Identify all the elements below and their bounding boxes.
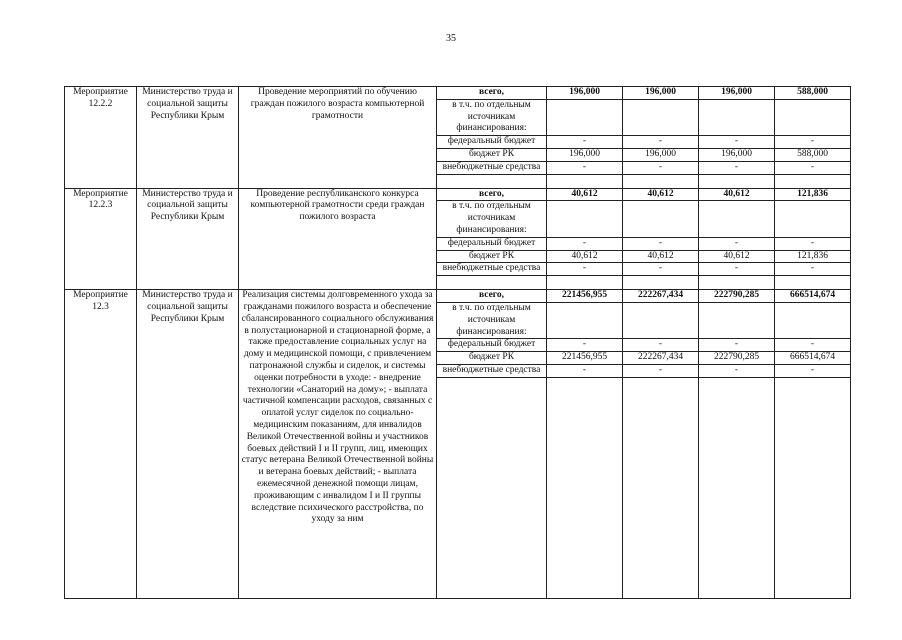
total-label: всего, — [437, 188, 547, 201]
total-value: 222267,434 — [623, 290, 699, 303]
spacer-cell — [547, 174, 623, 188]
ministry: Министерство труда и социальной защиты Республики Крым — [137, 290, 239, 599]
empty-cell — [699, 302, 775, 338]
spacer-cell — [775, 377, 851, 598]
total-value: 588,000 — [775, 87, 851, 100]
spacer-cell — [437, 174, 547, 188]
rk-value: 666514,674 — [775, 352, 851, 365]
extra-value: - — [623, 364, 699, 377]
extra-value: - — [547, 364, 623, 377]
federal-label: федеральный бюджет — [437, 136, 547, 149]
table-row — [65, 188, 851, 201]
federal-value: - — [547, 237, 623, 250]
total-label: всего, — [437, 87, 547, 100]
event-description: Реализация системы долговременного ухода за гражданами пожилого возраста и обеспечение сбалансированного социального обслуживания в полустационарной и стационарной форме, а также предоставление социальных услуг на дому и медицинской помощи, с привлечением патронажной службы и сиделок, и системы оценки потребности в уходе: - внедрение технологии «Санаторий на дому»; - выплата частичной компенсации расходов, связанных с оплатой услуг сиделок по социально-медицинским показаниям, для инвалидов Великой Отечественной войны и участников боевых действий I и II групп, лиц, имеющих статус ветерана Великой Отечественной войны и ветерана боевых действий; - выплата ежемесячной денежной помощи лицам, проживающим с инвалидом I и II группы вследствие психического расстройства, по уходу за ним — [239, 290, 437, 599]
funding-table — [64, 86, 851, 599]
extra-value: - — [775, 263, 851, 276]
rk-value: 222790,285 — [699, 352, 775, 365]
extra-value: - — [699, 161, 775, 174]
empty-cell — [623, 201, 699, 237]
event-id: Мероприятие 12.3 — [65, 290, 137, 599]
empty-cell — [775, 302, 851, 338]
total-value: 196,000 — [547, 87, 623, 100]
spacer-cell — [547, 377, 623, 598]
table-row — [65, 290, 851, 303]
extra-value: - — [547, 263, 623, 276]
extra-value: - — [547, 161, 623, 174]
event-id: Мероприятие 12.2.2 — [65, 87, 137, 189]
empty-cell — [699, 99, 775, 135]
incl-label: в т.ч. по отдельным источникам финансирования: — [437, 99, 547, 135]
incl-label: в т.ч. по отдельным источникам финансирования: — [437, 302, 547, 338]
extra-value: - — [623, 263, 699, 276]
empty-cell — [547, 99, 623, 135]
federal-value: - — [775, 237, 851, 250]
page-number: 35 — [446, 33, 456, 44]
ministry: Министерство труда и социальной защиты Республики Крым — [137, 188, 239, 290]
federal-value: - — [547, 339, 623, 352]
federal-label: федеральный бюджет — [437, 237, 547, 250]
event-id: Мероприятие 12.2.3 — [65, 188, 137, 290]
federal-value: - — [699, 136, 775, 149]
spacer-cell — [775, 276, 851, 290]
empty-cell — [775, 201, 851, 237]
total-value: 40,612 — [699, 188, 775, 201]
event-description: Проведение мероприятий по обучению граждан пожилого возраста компьютерной грамотности — [239, 87, 437, 189]
rk-value: 196,000 — [699, 148, 775, 161]
federal-label: федеральный бюджет — [437, 339, 547, 352]
total-value: 196,000 — [623, 87, 699, 100]
empty-cell — [623, 99, 699, 135]
incl-label: в т.ч. по отдельным источникам финансирования: — [437, 201, 547, 237]
total-label: всего, — [437, 290, 547, 303]
empty-cell — [547, 201, 623, 237]
extra-label: внебюджетные средства — [437, 161, 547, 174]
federal-value: - — [623, 237, 699, 250]
spacer-cell — [623, 276, 699, 290]
spacer-cell — [437, 377, 547, 598]
rk-value: 121,836 — [775, 250, 851, 263]
empty-cell — [547, 302, 623, 338]
extra-value: - — [775, 161, 851, 174]
empty-cell — [623, 302, 699, 338]
spacer-cell — [699, 276, 775, 290]
rk-value: 40,612 — [623, 250, 699, 263]
total-value: 666514,674 — [775, 290, 851, 303]
total-value: 40,612 — [547, 188, 623, 201]
spacer-cell — [699, 174, 775, 188]
extra-label: внебюджетные средства — [437, 263, 547, 276]
extra-value: - — [623, 161, 699, 174]
rk-label: бюджет РК — [437, 352, 547, 365]
rk-value: 588,000 — [775, 148, 851, 161]
total-value: 121,836 — [775, 188, 851, 201]
empty-cell — [775, 99, 851, 135]
spacer-cell — [775, 174, 851, 188]
spacer-cell — [623, 174, 699, 188]
rk-value: 196,000 — [547, 148, 623, 161]
rk-label: бюджет РК — [437, 148, 547, 161]
extra-label: внебюджетные средства — [437, 364, 547, 377]
federal-value: - — [699, 237, 775, 250]
extra-value: - — [699, 364, 775, 377]
empty-cell — [699, 201, 775, 237]
rk-value: 40,612 — [547, 250, 623, 263]
rk-value: 40,612 — [699, 250, 775, 263]
total-value: 221456,955 — [547, 290, 623, 303]
table-row — [65, 87, 851, 100]
federal-value: - — [623, 136, 699, 149]
total-value: 222790,285 — [699, 290, 775, 303]
extra-value: - — [775, 364, 851, 377]
ministry: Министерство труда и социальной защиты Республики Крым — [137, 87, 239, 189]
spacer-cell — [623, 377, 699, 598]
rk-value: 196,000 — [623, 148, 699, 161]
spacer-cell — [437, 276, 547, 290]
spacer-cell — [547, 276, 623, 290]
federal-value: - — [623, 339, 699, 352]
total-value: 40,612 — [623, 188, 699, 201]
federal-value: - — [775, 136, 851, 149]
federal-value: - — [699, 339, 775, 352]
extra-value: - — [699, 263, 775, 276]
spacer-cell — [699, 377, 775, 598]
rk-value: 222267,434 — [623, 352, 699, 365]
total-value: 196,000 — [699, 87, 775, 100]
federal-value: - — [547, 136, 623, 149]
rk-value: 221456,955 — [547, 352, 623, 365]
event-description: Проведение республиканского конкурса компьютерной грамотности среди граждан пожилого возраста — [239, 188, 437, 290]
federal-value: - — [775, 339, 851, 352]
rk-label: бюджет РК — [437, 250, 547, 263]
